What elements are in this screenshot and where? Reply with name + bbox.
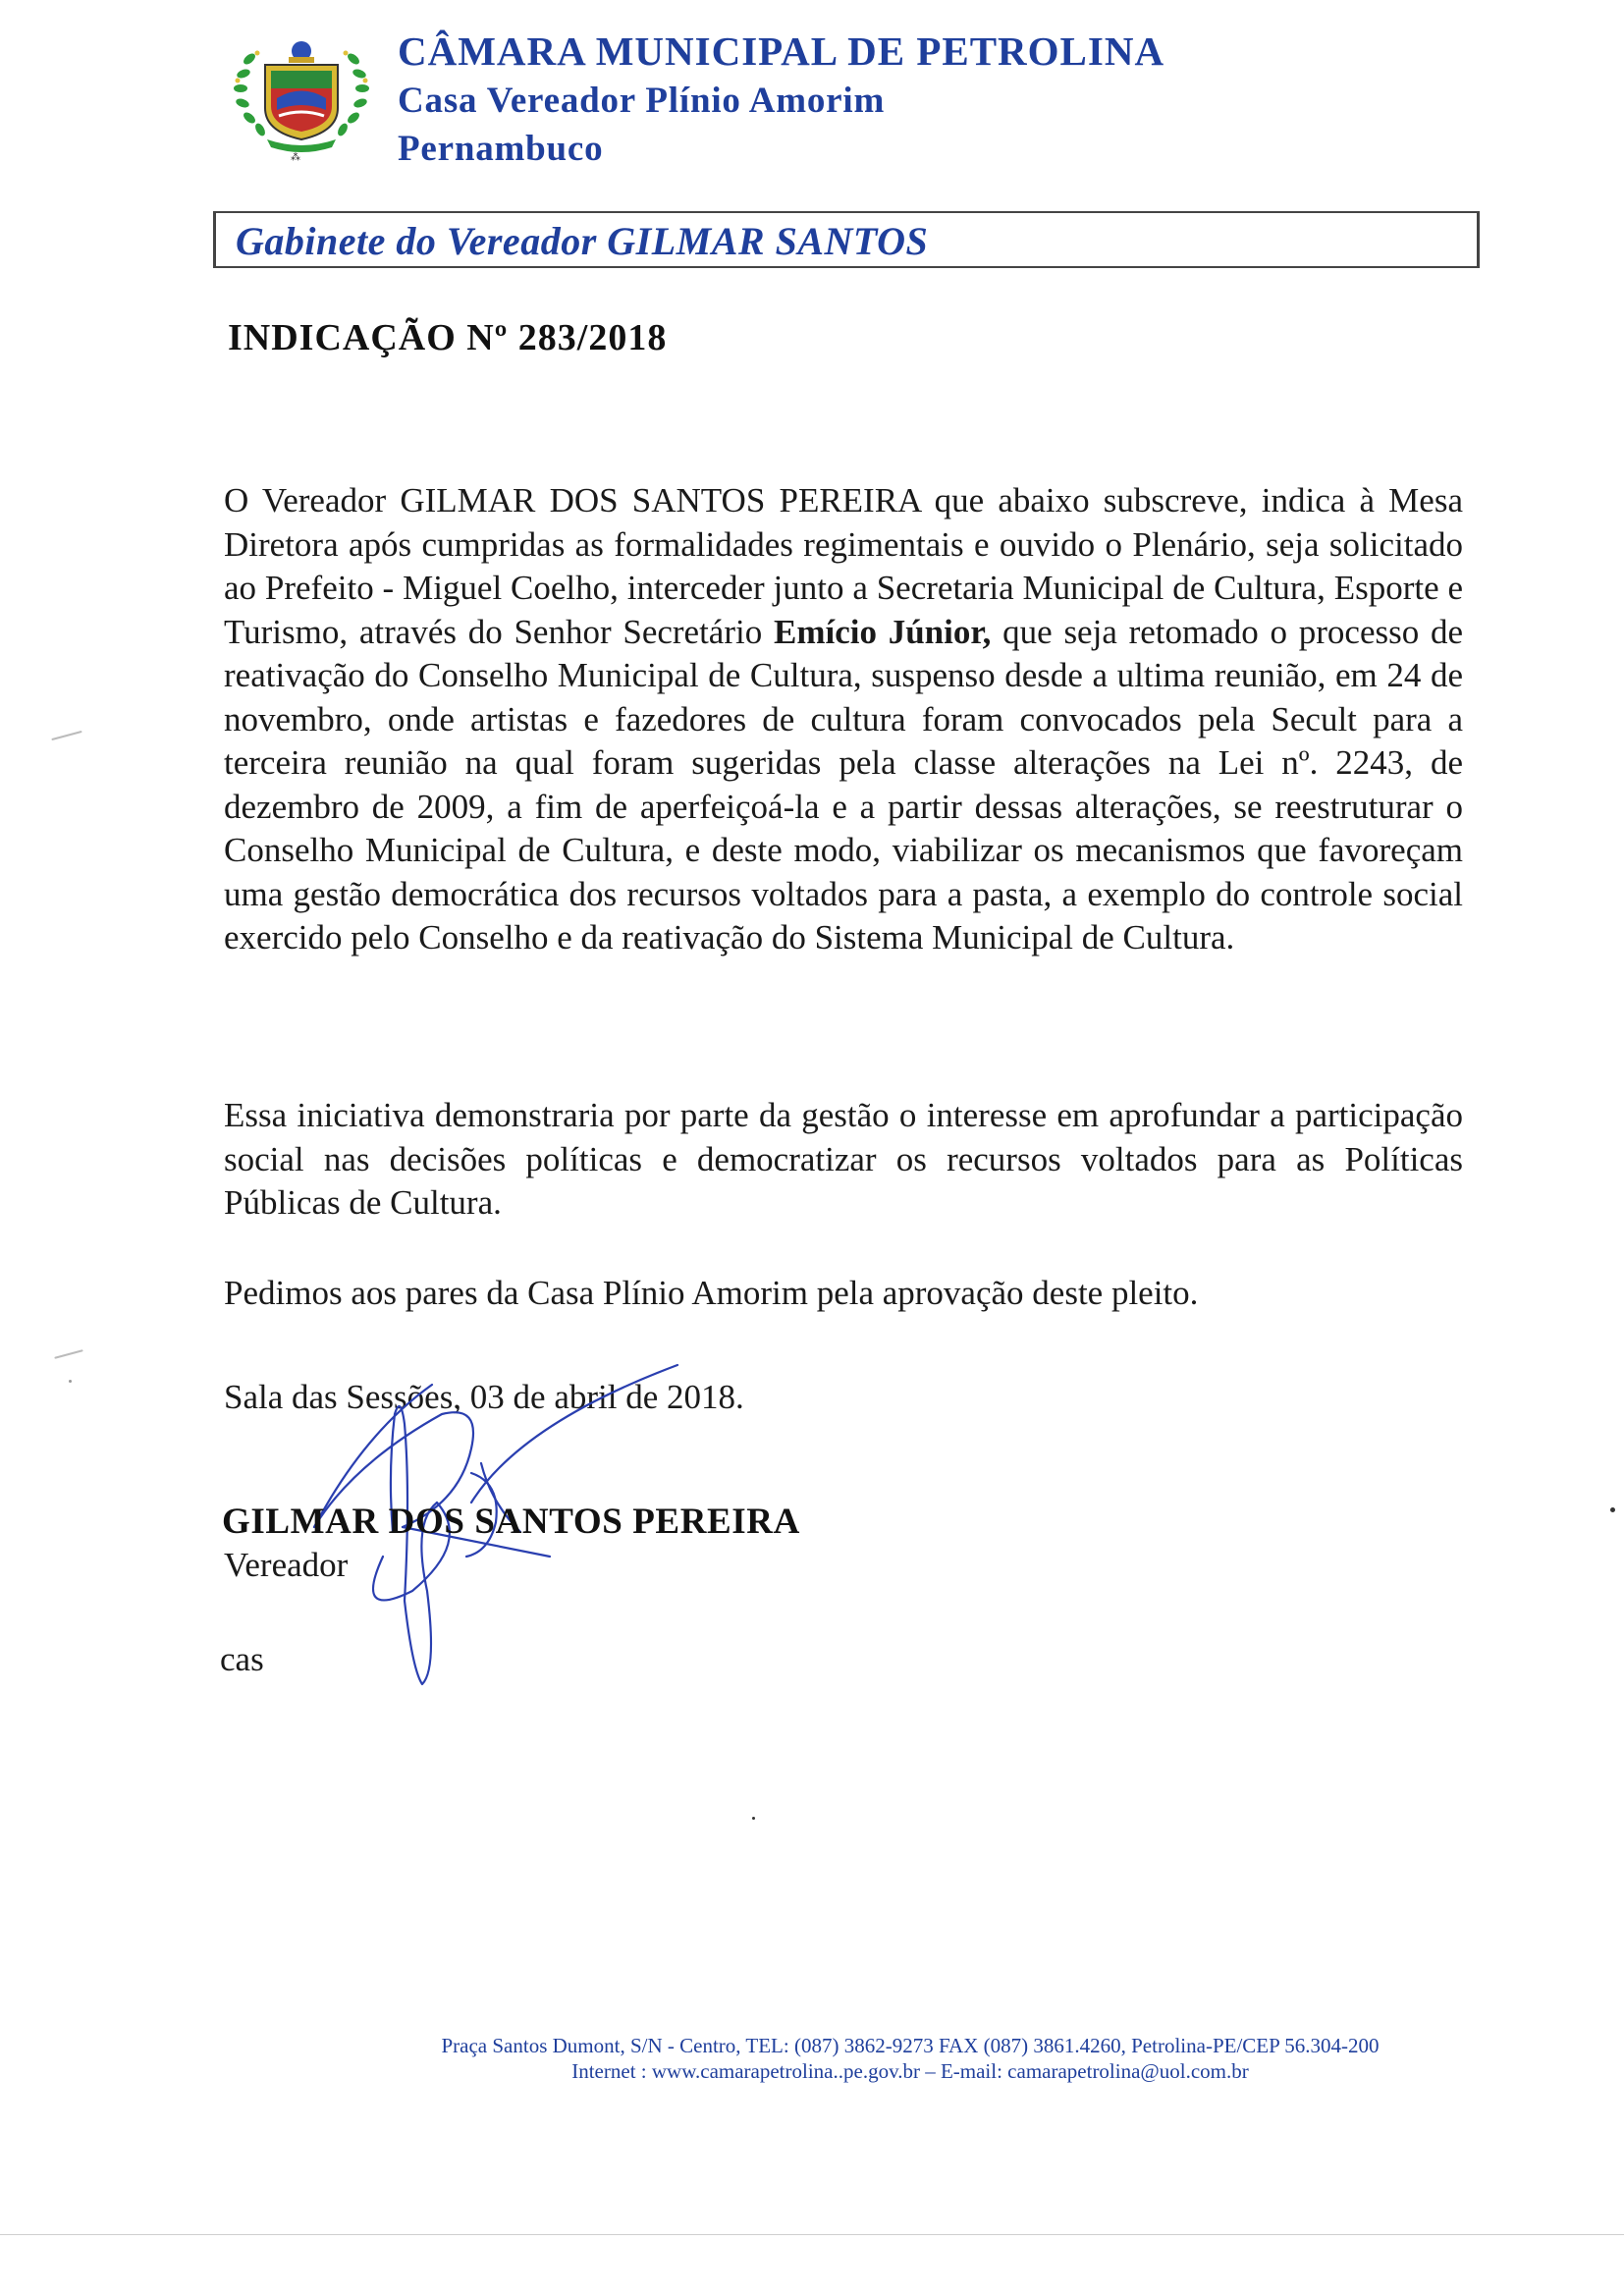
header-block [398,27,1164,171]
paragraph-1-text-a: O Vereador GILMAR DOS SANTOS PEREIRA que abaixo subscreve, indica à Mesa Diretora após cumpridas as formalidades regimentais e ouvido o Plenário, seja solicitado ao Prefeito - Miguel Coelho, interceder junto a Secretaria Municipal de Cultura, Esporte e Turismo, através do Senhor Secretário [224,481,1463,651]
scan-speck [54,1349,82,1359]
signatory-name: GILMAR DOS SANTOS PEREIRA [222,1502,800,1542]
header-subtitle: Casa Vereador Plínio Amorim [398,81,886,122]
scan-speck [69,1380,72,1383]
header-state: Pernambuco [398,128,604,169]
paragraph-3: Pedimos aos pares da Casa Plínio Amorim pela aprovação deste pleito. [224,1274,1199,1312]
header-title: CÂMARA MUNICIPAL DE PETROLINA [398,28,1165,74]
signatory-role: Vereador [224,1546,349,1584]
footer-internet: Internet : www.camarapetrolina..pe.gov.br – E-mail: camarapetrolina@uol.com.br [571,2059,1249,2083]
scan-speck [1610,1507,1615,1512]
paragraph-1-secretary-name: Emício Júnior, [773,612,992,651]
office-box [213,211,1480,268]
office-label: Gabinete do Vereador GILMAR SANTOS [236,219,929,263]
scan-speck [51,731,81,740]
typist-initials: cas [220,1640,264,1678]
paragraph-1 [224,479,1463,960]
document-title: INDICAÇÃO Nº 283/2018 [228,317,668,358]
paragraph-2: Essa iniciativa demonstraria por parte da gestão o interesse em aprofundar a participação social nas decisões políticas e democratizar os recursos voltados para as Políticas Públicas de Cultura. [224,1096,1463,1222]
svg-text:⁂: ⁂ [291,152,300,162]
page-bottom-rule [0,2234,1624,2235]
footer-address: Praça Santos Dumont, S/N - Centro, TEL: (087) 3862-9273 FAX (087) 3861.4260, Petrolina-PE/CEP 56.304-200 [441,2034,1380,2057]
municipal-crest-icon [228,29,375,162]
paragraph-1-text-b: que seja retomado o processo de reativação do Conselho Municipal de Cultura, suspenso desde a ultima reunião, em 24 de novembro, onde artistas e fazedores de cultura foram convocados pela Secult para a terceira reunião na qual foram sugeridas pela classe alterações na Lei nº. 2243, de dezembro de 2009, a fim de aperfeiçoá-la e a partir dessas alterações, se reestruturar o Conselho Municipal de Cultura, e deste modo, viabilizar os mecanismos que favoreçam uma gestão democrática dos recursos voltados para a pasta, a exemplo do controle social exercido pelo Conselho e da reativação do Sistema Municipal de Cultura. [224,612,1463,957]
scan-speck [752,1817,755,1820]
date-line: Sala das Sessões, 03 de abril de 2018. [224,1378,744,1416]
